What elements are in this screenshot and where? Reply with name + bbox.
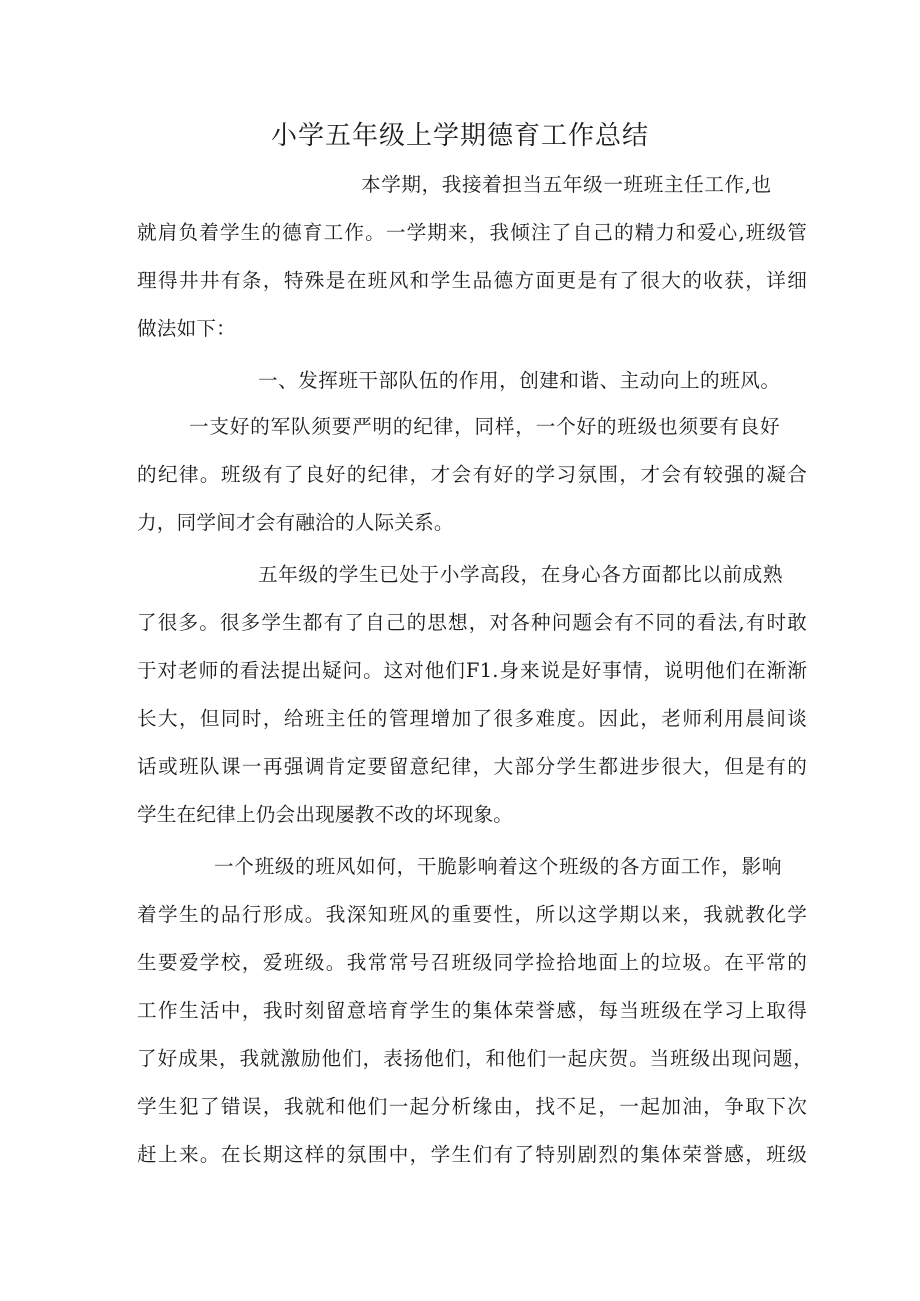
paragraph-1-line-4: 做法如下：: [137, 317, 236, 340]
paragraph-1-line-1: 本学期，我接着担当五年级一班班主任工作,也: [361, 173, 772, 196]
paragraph-1-line-3: 理得井井有条，特殊是在班风和学生品德方面更是有了很大的收获，详细: [137, 269, 807, 292]
section-heading-1: 一、发挥班干部队伍的作用，创建和谐、主动向上的班风。: [258, 369, 781, 392]
paragraph-3-line-3: 于对老师的看法提出疑问。这对他们F1.身来说是好事情，说明他们在渐渐: [137, 659, 807, 682]
paragraph-4-line-3: 生要爱学校，爱班级。我常常号召班级同学捡拾地面上的垃圾。在平常的: [137, 951, 807, 974]
paragraph-3-line-2: 了很多。很多学生都有了自己的思想，对各种问题会有不同的看法,有时敢: [137, 611, 807, 634]
paragraph-3-line-4: 长大，但同时，给班主任的管理增加了很多难度。因此，老师利用晨间谈: [137, 707, 807, 730]
document-title: 小学五年级上学期德育工作总结: [270, 121, 649, 150]
paragraph-2-line-2: 的纪律。班级有了良好的纪律，才会有好的学习氛围，才会有较强的凝合: [137, 463, 807, 486]
paragraph-4-line-4: 工作生活中，我时刻留意培育学生的集体荣誉感，每当班级在学习上取得: [137, 999, 807, 1022]
paragraph-2-line-1: 一支好的军队须要严明的纪律，同样，一个好的班级也须要有良好: [189, 415, 781, 438]
paragraph-3-line-5: 话或班队课一再强调肯定要留意纪律，大部分学生都进步很大，但是有的: [137, 755, 807, 778]
paragraph-3-line-1: 五年级的学生已处于小学高段，在身心各方面都比以前成熟: [258, 563, 784, 586]
paragraph-4-line-5: 了好成果，我就激励他们，表扬他们，和他们一起庆贺。当班级出现问题，: [137, 1047, 813, 1070]
paragraph-4-line-1: 一个班级的班风如何，干脆影响着这个班级的各方面工作，影响: [214, 855, 783, 878]
paragraph-4-line-6: 学生犯了错误，我就和他们一起分析缘由，找不足，一起加油，争取下次: [137, 1095, 807, 1118]
paragraph-3-line-6: 学生在纪律上仍会出现屡教不改的坏现象。: [137, 803, 514, 826]
paragraph-4-line-2: 着学生的品行形成。我深知班风的重要性，所以这学期以来，我就教化学: [137, 903, 807, 926]
paragraph-4-line-7: 赶上来。在长期这样的氛围中，学生们有了特别剧烈的集体荣誉感，班级: [137, 1143, 807, 1166]
paragraph-2-line-3: 力，同学间才会有融洽的人际关系。: [137, 511, 454, 534]
paragraph-1-line-2: 就肩负着学生的德育工作。一学期来，我倾注了自己的精力和爱心,班级管: [137, 221, 807, 244]
